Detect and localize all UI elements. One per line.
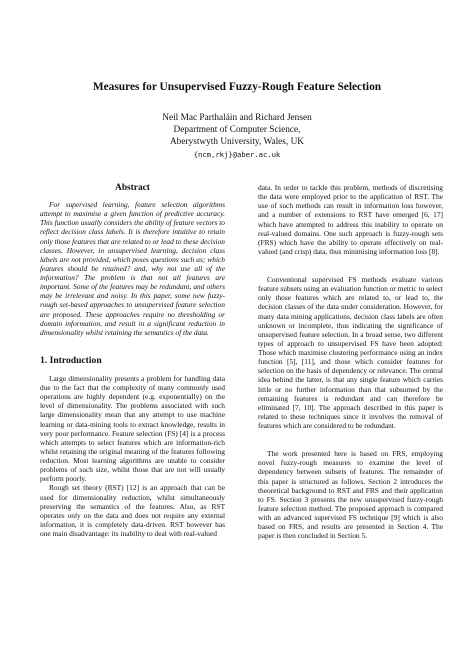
right-column [258,183,443,540]
right-paragraph-3: The work presented here is based on FRS, employing novel fuzzy-rough measures to examine the level of dependency between subsets of features. The remainder of this paper is structured as follows. Section 2 introduces the theoretical background to RST and FRS and their application to FS. Section 3 presents the new unsupervised fuzzy-rough feature selection method. The proposed approach is compared with an advanced supervised FS technique [9] which is also based on FRS, and results are presented in Section 4. The paper is then concluded in Section 5. [258,449,443,541]
left-column [40,183,225,538]
intro-paragraph-1: Large dimensionality presents a problem for handling data due to the fact that the complexity of many commonly used operations are highly dependent (e.g. exponentially) on the level of dimensionality. The problems associated with such large dimensionality mean that any attempt to use machine learning or data-mining tools to extract knowledge, results in very poor performance. Feature selection (FS) [4] is a process which attempts to select features which are information-rich whilst retaining the original meaning of the features following reduction. Most learning algorithms are unable to consider problems of such size, whilst those that are not will usually perform poorly. [40,373,225,484]
author-email: {ncm,rkj}@aber.ac.uk [193,149,281,159]
author-institution: Aberystwyth University, Wales, UK [169,137,305,148]
author-block [100,112,374,161]
intro-paragraph-2: Rough set theory (RST) [12] is an approach that can be used for dimensionality reduction, whilst simultaneously preserving the semantics of the features. Also, as RST operates only on the data and does not require any external information, it is completely data-driven. RST however has one main disadvantage: its inability to deal with real-valued [40,483,225,538]
section-heading-introduction: 1. Introduction [40,354,102,366]
paper-title: Measures for Unsupervised Fuzzy-Rough Feature Selection [92,81,382,93]
author-names: Neil Mac Parthaláin and Richard Jensen [162,113,312,123]
right-paragraph-1: data. In order to tackle this problem, methods of discretising the data were employed prior to the application of RST. The use of such methods can result in information loss however, and a number of extensions to RST have emerged [6, 17] which have attempted to address this inability to operate on real-valued domains. One such approach is fuzzy-rough sets (FRS) which have the ability to operate effectively on real-valued (and crisp) data, thus minimising information loss [8]. [258,183,443,256]
right-paragraph-2: Conventional supervised FS methods evaluate various feature subsets using an evaluation function or metric to select only those features which are related to, or lead to, the decision classes of the data under consideration. However, for many data mining applications, decision class labels are often unknown or incomplete, thus indicating the significance of unsupervised feature selection. In a broad sense, two different types of approach to unsupervised FS have been adopted: Those which maximise clustering performance using an index function [5], [11], and those which consider features for selection on the basis of dependency or relevance. The central idea behind the latter, is that any single feature which carries little or no further information than that subsumed by the remaining features is redundant and can therefore be eliminated [7, 10]. The approach described in this paper is related to these techniques since it involves the removal of features which are considered to be redundant. [258,275,443,430]
abstract-heading: Abstract [115,183,150,193]
abstract-text: For supervised learning, feature selection algorithms attempt to maximise a given function of predictive accuracy. This function usually considers the ability of feature vectors to reflect decision class labels. It is therefore intuitive to retain only those features that are related to or lead to these decision classes. However, in unsupervised learning, decision class labels are not provided, which poses questions such as; which features should be retained? and, why not use all of the information? The problem is that not all features are important. Some of the features may be redundant, and others may be irrelevant and noisy. In this paper, some new fuzzy-rough set-based approaches to unsupervised feature selection are proposed. These approaches require no thresholding or domain information, and result in a significant reduction in dimensionality whilst retaining the semantics of the data. [40,200,225,337]
author-department: Department of Computer Science, [173,125,301,136]
